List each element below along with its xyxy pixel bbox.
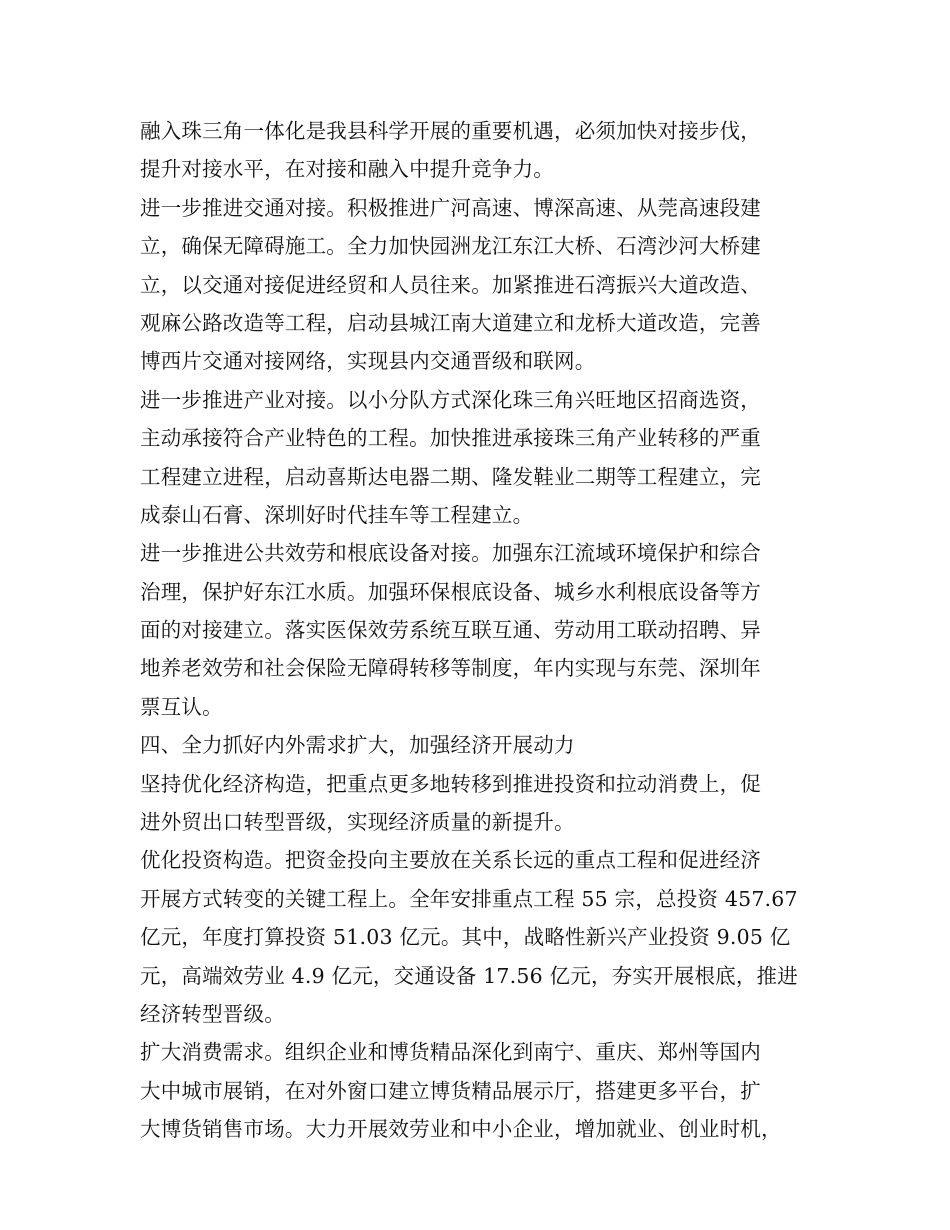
text-line: 地养老效劳和社会保险无障碍转移等制度，年内实现与东莞、深圳年	[140, 656, 761, 681]
text-line: 大中城市展销，在对外窗口建立博货精品展示厅，搭建更多平台，扩	[140, 1078, 761, 1103]
text-line: 票互认。	[140, 694, 223, 719]
text-line: 博西片交通对接网络，实现县内交通晋级和联网。	[140, 349, 596, 374]
document-body	[140, 112, 830, 1149]
text-line: 坚持优化经济构造，把重点更多地转移到推进投资和拉动消费上，促	[140, 771, 761, 796]
text-line: 成泰山石膏、深圳好时代挂车等工程建立。	[140, 502, 534, 527]
text-line: 治理，保护好东江水质。加强环保根底设备、城乡水利根底设备等方	[140, 579, 761, 604]
text-line: 进外贸出口转型晋级，实现经济质量的新提升。	[140, 810, 575, 835]
text-line: 观麻公路改造等工程，启动县城江南大道建立和龙桥大道改造，完善	[140, 310, 761, 335]
text-line: 优化投资构造。把资金投向主要放在关系长远的重点工程和促进经济	[140, 848, 761, 873]
text-line: 进一步推进产业对接。以小分队方式深化珠三角兴旺地区招商选资，	[140, 387, 761, 412]
text-line: 大博货销售市场。大力开展效劳业和中小企业，增加就业、创业时机，	[140, 1117, 782, 1142]
text-line: 元，高端效劳业 4.9 亿元，交通设备 17.56 亿元，夯实开展根底，推进	[140, 963, 798, 988]
text-line: 工程建立进程，启动喜斯达电器二期、隆发鞋业二期等工程建立，完	[140, 464, 761, 489]
text-line: 立，以交通对接促进经贸和人员往来。加紧推进石湾振兴大道改造、	[140, 272, 761, 297]
text-line: 扩大消费需求。组织企业和博货精品深化到南宁、重庆、郑州等国内	[140, 1040, 761, 1065]
section-heading: 四、全力抓好内外需求扩大，加强经济开展动力	[140, 733, 575, 758]
text-line: 进一步推进交通对接。积极推进广河高速、博深高速、从莞高速段建	[140, 195, 761, 220]
text-line: 亿元，年度打算投资 51.03 亿元。其中，战略性新兴产业投资 9.05 亿	[140, 925, 791, 950]
text-line: 面的对接建立。落实医保效劳系统互联互通、劳动用工联动招聘、异	[140, 618, 761, 643]
text-line: 提升对接水平，在对接和融入中提升竞争力。	[140, 157, 554, 182]
text-line: 经济转型晋级。	[140, 1001, 285, 1026]
text-line: 开展方式转变的关键工程上。全年安排重点工程 55 宗，总投资 457.67	[140, 886, 798, 911]
text-line: 融入珠三角一体化是我县科学开展的重要机遇，必须加快对接步伐，	[140, 119, 761, 143]
text-line: 立，确保无障碍施工。全力加快园洲龙江东江大桥、石湾沙河大桥建	[140, 234, 761, 259]
text-line: 进一步推进公共效劳和根底设备对接。加强东江流域环境保护和综合	[140, 541, 761, 566]
text-line: 主动承接符合产业特色的工程。加快推进承接珠三角产业转移的严重	[140, 426, 761, 451]
